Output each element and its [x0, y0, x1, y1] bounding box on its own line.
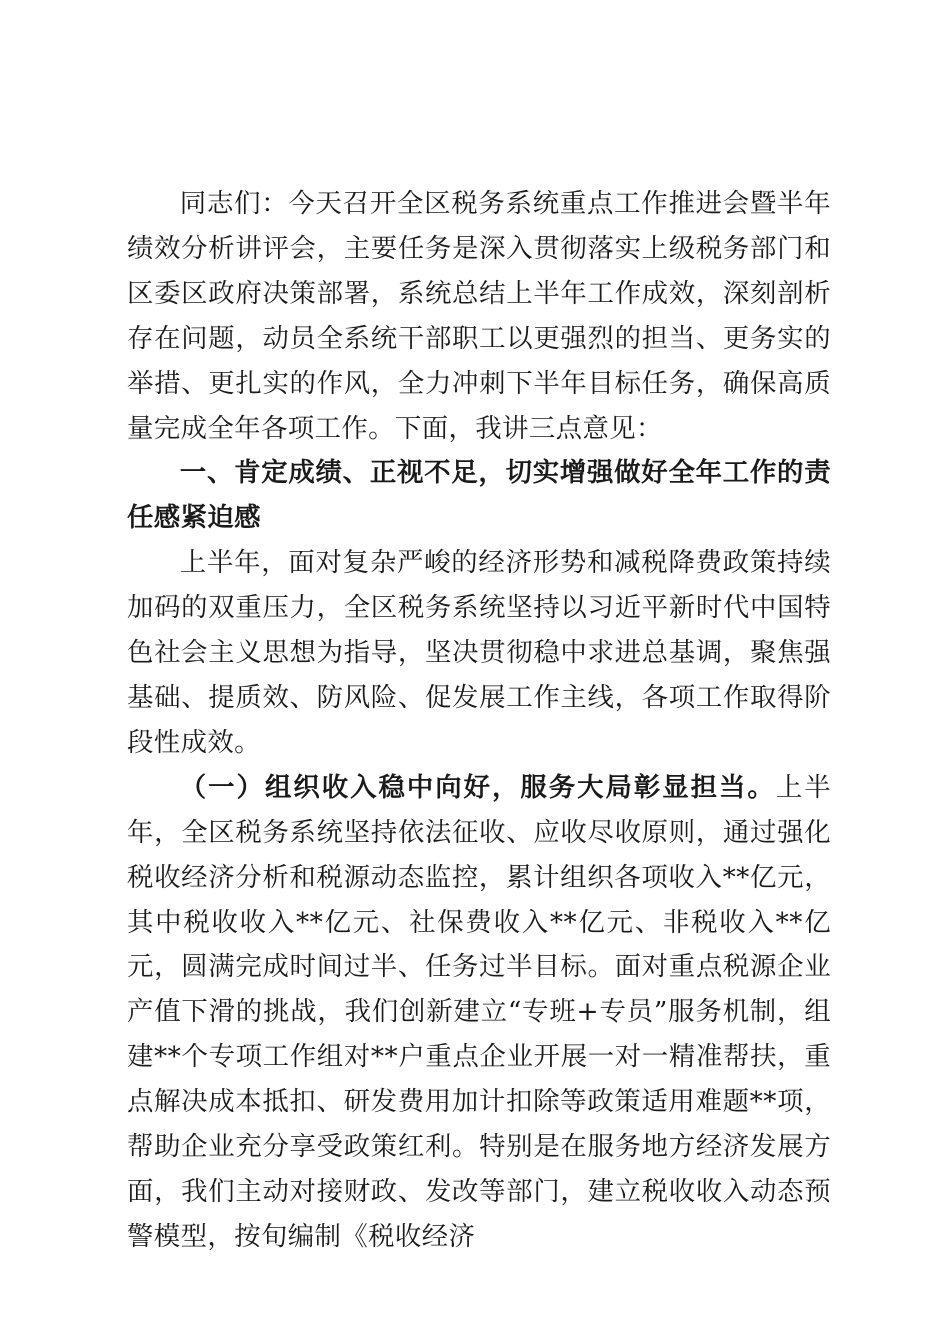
subsection-body: 上半年，全区税务系统坚持依法征收、应收尽收原则，通过强化税收经济分析和税源动态监控，累计组织各项收入**亿元，其中税收收入**亿元、社保费收入**亿元、非税收入**亿元，圆满完成时间过半、任务过半目标。面对重点税源企业产值下滑的挑战，我们创新建立“专班+专员”服务机制，组建**个专项工作组对**户重点企业开展一对一精准帮扶，重点解决成本抵扣、研发费用加计扣除等政策适用难题**项，帮助企业充分享受政策红利。特别是在服务地方经济发展方面，我们主动对接财政、发改等部门，建立税收收入动态预警模型，按旬编制《税收经济 — [127, 771, 831, 1252]
subsection-title: （一）组织收入稳中向好，服务大局彰显担当。 — [179, 771, 776, 803]
section-intro-paragraph: 上半年，面对复杂严峻的经济形势和减税降费政策持续加码的双重压力，全区税务系统坚持以习近平新时代中国特色社会主义思想为指导，坚决贯彻稳中求进总基调，聚焦强基础、提质效、防风险、促发展工作主线，各项工作取得阶段性成效。 — [127, 547, 831, 758]
section-heading: 一、肯定成绩、正视不足，切实增强做好全年工作的责任感紧迫感 — [127, 457, 831, 534]
opening-paragraph: 同志们：今天召开全区税务系统重点工作推进会暨半年绩效分析讲评会，主要任务是深入贯彻落实上级税务部门和区委区政府决策部署，系统总结上半年工作成效，深刻剖析存在问题，动员全系统干部职工以更强烈的担当、更务实的举措、更扎实的作风，全力冲刺下半年目标任务，确保高质量完成全年各项工作。下面，我讲三点意见： — [127, 188, 831, 444]
speech-text — [127, 182, 831, 1260]
subsection-paragraph — [127, 766, 831, 1260]
